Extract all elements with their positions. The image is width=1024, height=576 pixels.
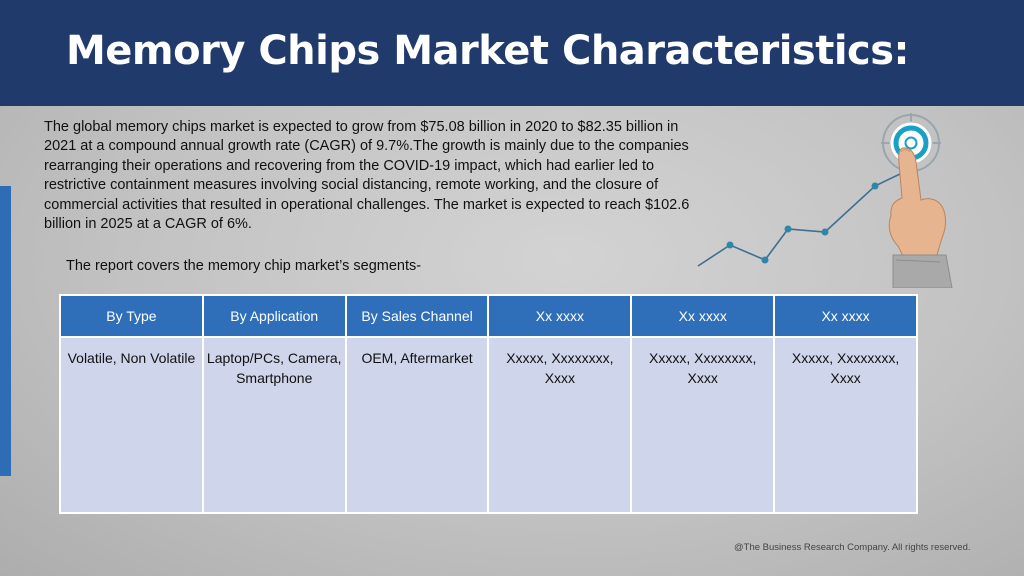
cell-by-sales-channel: OEM, Aftermarket (346, 337, 489, 513)
segments-table (59, 294, 918, 514)
cell-placeholder-3: Xxxxx, Xxxxxxxx, Xxxx (774, 337, 917, 513)
intro-paragraph: The global memory chips market is expected to grow from $75.08 billion in 2020 to $82.35 billion in 2021 at a compound annual growth rate (CAGR) of 9.7%.The growth is mainly due to the companies rearranging their operations and recovering from the COVID-19 impact, which had earlier led to restrictive containment measures involving social distancing, remote working, and the closure of commercial activities that resulted in operational challenges. The market is expected to reach $102.6 billion in 2025 at a CAGR of 6%. (44, 119, 690, 233)
title-banner (0, 0, 1024, 106)
col-header-placeholder-1: Xx xxxx (488, 295, 631, 337)
col-header-placeholder-3: Xx xxxx (774, 295, 917, 337)
cell-placeholder-2: Xxxxx, Xxxxxxxx, Xxxx (631, 337, 774, 513)
table-row (60, 337, 917, 513)
col-header-by-sales-channel: By Sales Channel (346, 295, 489, 337)
cell-by-application: Laptop/PCs, Camera, Smartphone (203, 337, 346, 513)
growth-illustration (690, 108, 960, 288)
side-accent-bar (0, 186, 11, 476)
cell-by-type: Volatile, Non Volatile (60, 337, 203, 513)
table-header-row (60, 295, 917, 337)
page-title: Memory Chips Market Characteristics: (66, 28, 910, 74)
col-header-by-application: By Application (203, 295, 346, 337)
col-header-by-type: By Type (60, 295, 203, 337)
segments-note: The report covers the memory chip market’s segments- (66, 258, 422, 274)
growth-line-icon (698, 174, 900, 266)
cell-placeholder-1: Xxxxx, Xxxxxxxx, Xxxx (488, 337, 631, 513)
copyright-footer: @The Business Research Company. All rights reserved. (734, 542, 971, 553)
col-header-placeholder-2: Xx xxxx (631, 295, 774, 337)
